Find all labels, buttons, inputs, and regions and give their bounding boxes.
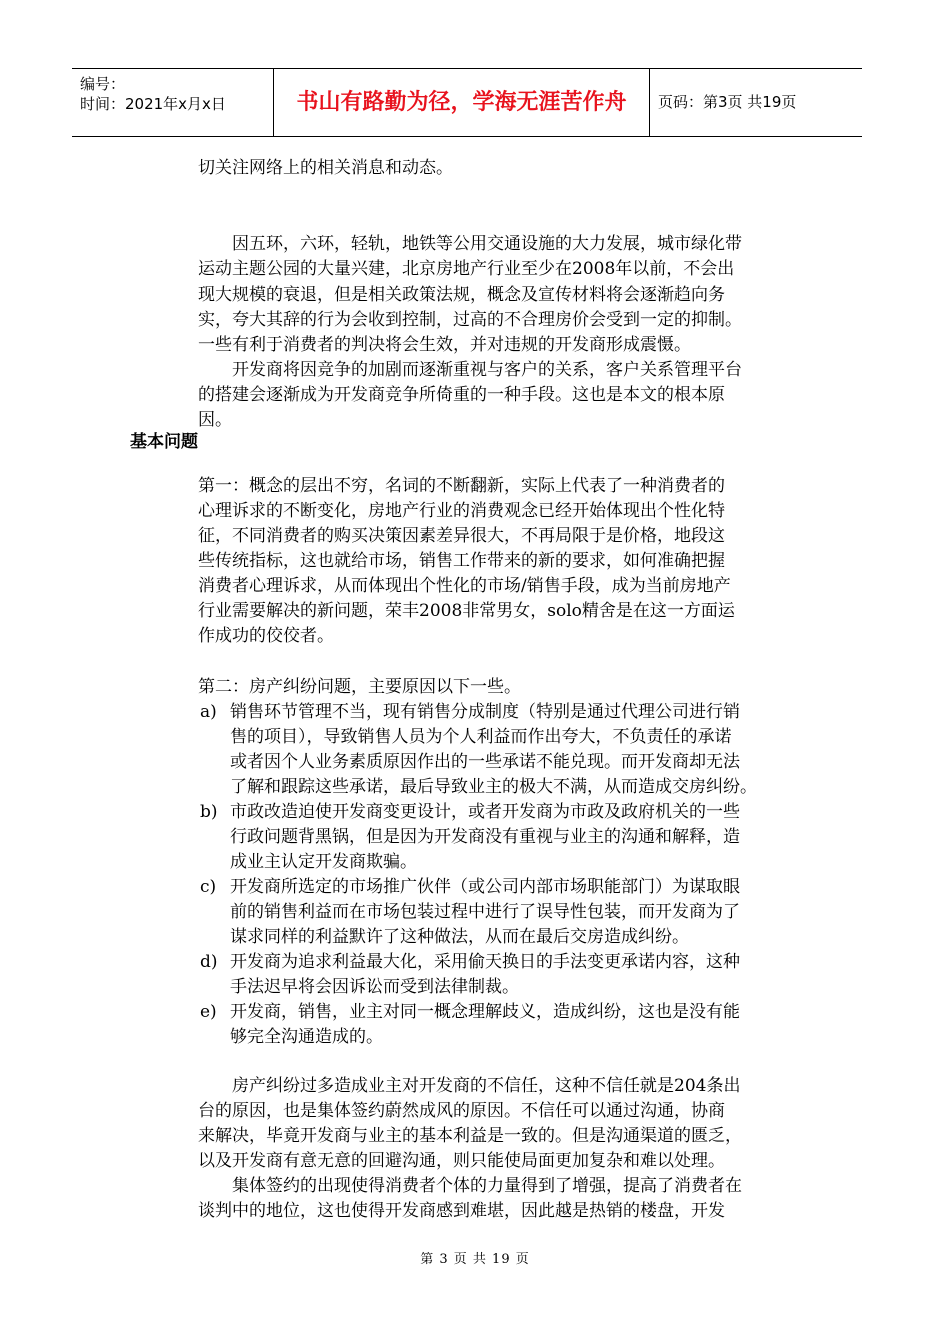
list-marker: a)	[200, 702, 217, 722]
paragraph-line: 房产纠纷过多造成业主对开发商的不信任，这种不信任就是204条出	[232, 1076, 741, 1096]
paragraph-line: 现大规模的衰退，但是相关政策法规，概念及宣传材料将会逐渐趋向务	[198, 285, 725, 305]
paragraph-line: 因。	[198, 410, 232, 430]
paragraph-line: 以及开发商有意无意的回避沟通，则只能使局面更加复杂和难以处理。	[198, 1151, 725, 1171]
paragraph-line: 因五环，六环，轻轨，地铁等公用交通设施的大力发展，城市绿化带	[232, 234, 742, 254]
paragraph-line: 第一：概念的层出不穷，名词的不断翻新，实际上代表了一种消费者的	[198, 476, 725, 496]
paragraph-line: 第二：房产纠纷问题，主要原因以下一些。	[198, 677, 521, 697]
paragraph-line: 实，夸大其辞的行为会收到控制，过高的不合理房价会受到一定的抑制。	[198, 310, 742, 330]
paragraph-line: 行业需要解决的新问题，荣丰2008非常男女，solo精舍是在这一方面运	[198, 601, 735, 621]
paragraph-line: 消费者心理诉求，从而体现出个性化的市场/销售手段，成为当前房地产	[198, 576, 731, 596]
paragraph-line: 市政改造迫使开发商变更设计，或者开发商为市政及政府机关的一些	[230, 802, 740, 822]
paragraph-line: 行政问题背黑锅，但是因为开发商没有重视与业主的沟通和解释，造	[230, 827, 740, 847]
paragraph-line: 征，不同消费者的购买决策因素差异很大，不再局限于是价格，地段这	[198, 526, 725, 546]
paragraph-line: 销售环节管理不当，现有销售分成制度（特别是通过代理公司进行销	[230, 702, 740, 722]
list-marker: c)	[200, 877, 217, 897]
paragraph-line: 谈判中的地位，这也使得开发商感到难堪，因此越是热销的楼盘，开发	[198, 1201, 725, 1221]
page-header	[72, 68, 862, 137]
paragraph-line: 售的项目），导致销售人员为个人利益而作出夸大，不负责任的承诺	[230, 727, 732, 747]
header-divider	[649, 69, 650, 136]
paragraph-line: 心理诉求的不断变化，房地产行业的消费观念已经开始体现出个性化特	[198, 501, 725, 521]
paragraph-line: 开发商所选定的市场推广伙伴（或公司内部市场职能部门）为谋取眼	[230, 877, 740, 897]
paragraph-line: 集体签约的出现使得消费者个体的力量得到了增强，提高了消费者在	[232, 1176, 742, 1196]
paragraph-line: 开发商为追求利益最大化，采用偷天换日的手法变更承诺内容，这种	[230, 952, 740, 972]
list-marker: e)	[200, 1002, 217, 1022]
paragraph-line: 前的销售利益而在市场包装过程中进行了误导性包装，而开发商为了	[230, 902, 740, 922]
header-meta	[72, 69, 272, 136]
paragraph-line: 台的原因，也是集体签约蔚然成风的原因。不信任可以通过沟通，协商	[198, 1101, 725, 1121]
paragraph-line: 来解决，毕竟开发商与业主的基本利益是一致的。但是沟通渠道的匮乏，	[198, 1126, 742, 1146]
paragraph-line: 够完全沟通造成的。	[230, 1027, 383, 1047]
document-number-label: 编号：	[80, 75, 126, 93]
paragraph-line: 切关注网络上的相关消息和动态。	[198, 158, 453, 178]
paragraph-line: 或者因个人业务素质原因作出的一些承诺不能兑现。而开发商却无法	[230, 752, 740, 772]
paragraph-line: 作成功的佼佼者。	[198, 626, 334, 646]
paragraph-line: 些传统指标，这也就给市场，销售工作带来的新的要求，如何准确把握	[198, 551, 725, 571]
header-page-label: 页码：第3页 共19页	[658, 93, 797, 111]
paragraph-line: 谋求同样的利益默许了这种做法，从而在最后交房造成纠纷。	[230, 927, 689, 947]
paragraph-line: 了解和跟踪这些承诺，最后导致业主的极大不满，从而造成交房纠纷。	[230, 777, 757, 797]
paragraph-line: 运动主题公园的大量兴建，北京房地产行业至少在2008年以前，不会出	[198, 259, 735, 279]
document-time-label: 时间：2021年x月x日	[80, 95, 226, 113]
paragraph-line: 一些有利于消费者的判决将会生效，并对违规的开发商形成震慑。	[198, 335, 691, 355]
section-heading: 基本问题	[130, 432, 198, 452]
list-marker: b)	[200, 802, 218, 822]
paragraph-line: 成业主认定开发商欺骗。	[230, 852, 417, 872]
paragraph-line: 的搭建会逐渐成为开发商竞争所倚重的一种手段。这也是本文的根本原	[198, 385, 725, 405]
paragraph-line: 手法迟早将会因诉讼而受到法律制裁。	[230, 977, 519, 997]
list-marker: d)	[200, 952, 218, 972]
paragraph-line: 开发商，销售，业主对同一概念理解歧义，造成纠纷，这也是没有能	[230, 1002, 740, 1022]
header-motto: 书山有路勤为径，学海无涯苦作舟	[296, 90, 627, 115]
page-footer: 第 3 页 共 19 页	[420, 1252, 530, 1267]
paragraph-line: 开发商将因竞争的加剧而逐渐重视与客户的关系，客户关系管理平台	[232, 360, 742, 380]
